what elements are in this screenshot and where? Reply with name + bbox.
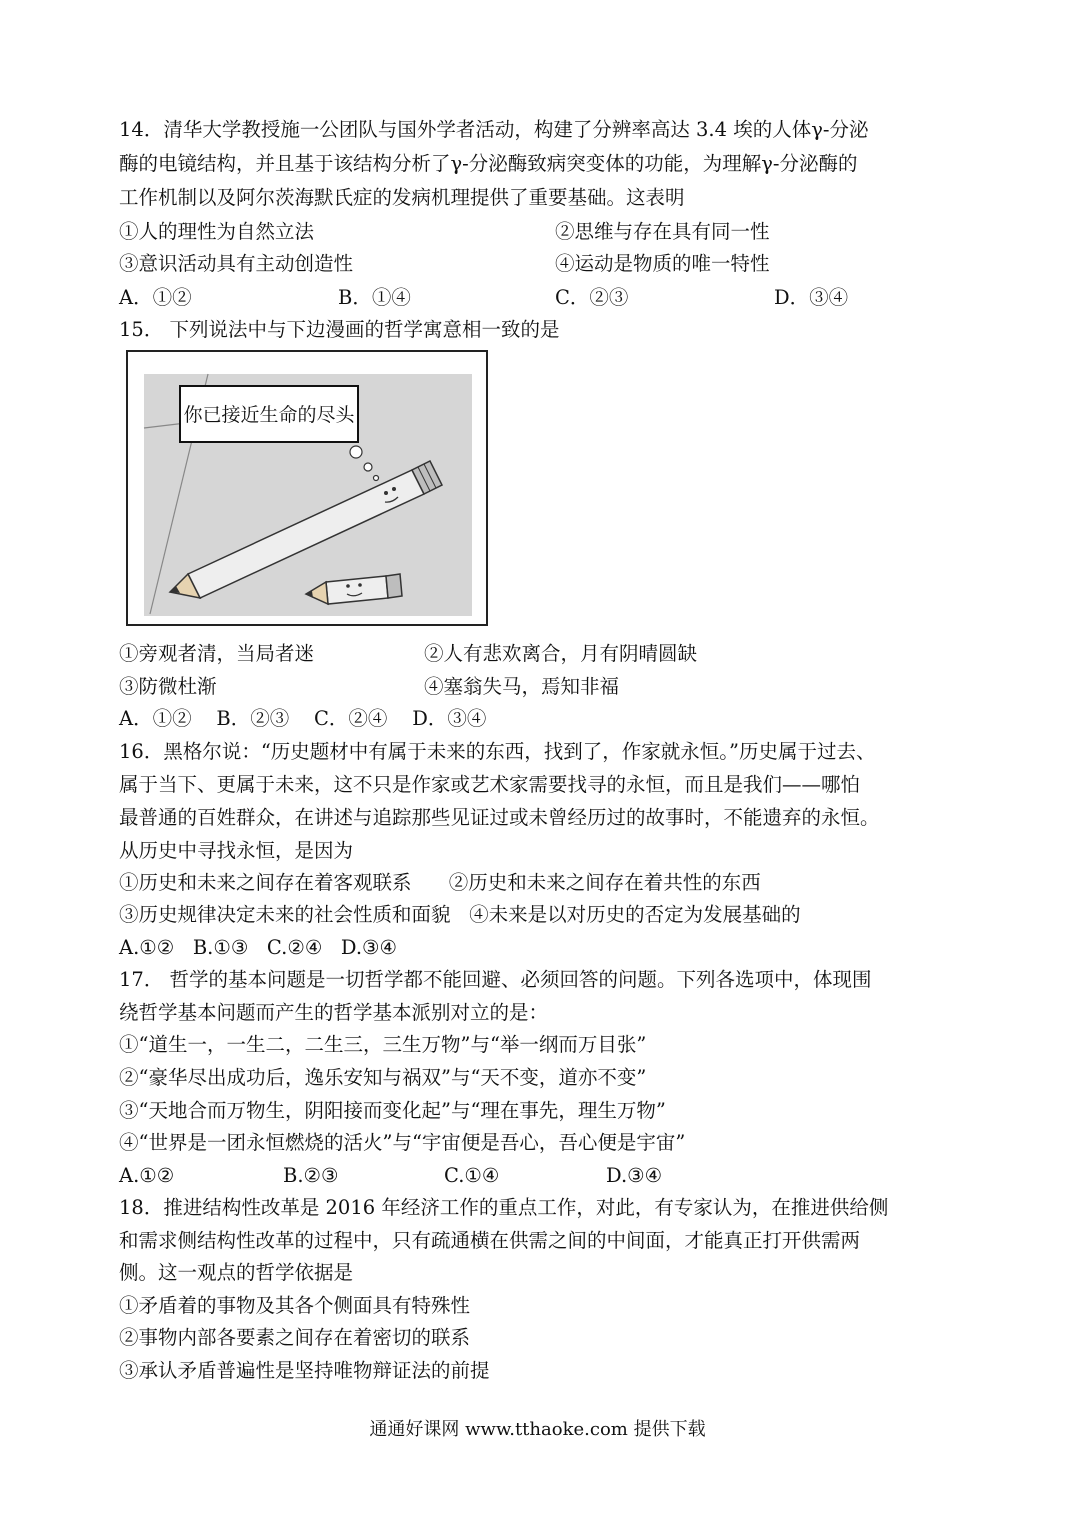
q17-item-3: ③“天地合而万物生，阴阳接而变化起”与“理在事先，理生万物” [119, 1099, 666, 1122]
q15-item-4: ④塞翁失马，焉知非福 [424, 675, 620, 698]
q14-stem-line-1: 14．清华大学教授施一公团队与国外学者活动，构建了分辨率高达 3.4 埃的人体γ-分泌 [119, 118, 869, 141]
q15-stem: 15． 下列说法中与下边漫画的哲学寓意相一致的是 [119, 318, 560, 341]
q16-items-row-2: ③历史规律决定未来的社会性质和面貌 ④未来是以对历史的否定为发展基础的 [119, 903, 801, 926]
q15-item-1: ①旁观者清，当局者迷 [119, 642, 315, 665]
q16-stem-line-4: 从历史中寻找永恒，是因为 [119, 839, 354, 862]
q15-answers: A．①② B．②③ C．②④ D．③④ [119, 707, 487, 730]
q18-stem-line-3: 侧。这一观点的哲学依据是 [119, 1261, 354, 1284]
q14-answer-d: D．③④ [774, 286, 849, 309]
q17-answer-c: C.①④ [444, 1164, 500, 1187]
q16-stem-line-2: 属于当下、更属于未来，这不只是作家或艺术家需要找寻的永恒，而且是我们——哪怕 [119, 773, 861, 796]
q14-item-4: ④运动是物质的唯一特性 [555, 252, 770, 275]
page-footer: 通通好课网 www.tthaoke.com 提供下载 [369, 1419, 706, 1440]
q18-item-3: ③承认矛盾普遍性是坚持唯物辩证法的前提 [119, 1359, 490, 1382]
q16-items-row-1: ①历史和未来之间存在着客观联系 ②历史和未来之间存在着共性的东西 [119, 871, 761, 894]
q17-stem-line-1: 17． 哲学的基本问题是一切哲学都不能回避、必须回答的问题。下列各选项中，体现围 [119, 968, 872, 991]
q15-item-3: ③防微杜渐 [119, 675, 217, 698]
q18-stem-line-2: 和需求侧结构性改革的过程中，只有疏通横在供需之间的中间面，才能真正打开供需两 [119, 1229, 861, 1252]
q14-item-3: ③意识活动具有主动创造性 [119, 252, 354, 275]
q15-cartoon [126, 350, 488, 626]
q17-stem-line-2: 绕哲学基本问题而产生的哲学基本派别对立的是： [119, 1001, 549, 1024]
thought-bubble [350, 446, 362, 458]
thought-bubble [374, 476, 379, 481]
q18-item-2: ②事物内部各要素之间存在着密切的联系 [119, 1326, 471, 1349]
q14-item-2: ②思维与存在具有同一性 [555, 220, 770, 243]
q18-item-1: ①矛盾着的事物及其各个侧面具有特殊性 [119, 1294, 471, 1317]
q16-stem-line-1: 16．黑格尔说：“历史题材中有属于未来的东西，找到了，作家就永恒。”历史属于过去、 [119, 740, 876, 763]
q14-stem-line-3: 工作机制以及阿尔茨海默氏症的发病机理提供了重要基础。这表明 [119, 186, 685, 209]
q14-answer-b: B．①④ [338, 286, 411, 309]
q14-answer-c: C．②③ [555, 286, 629, 309]
q17-item-1: ①“道生一，一生二，二生三，三生万物”与“举一纲而万目张” [119, 1033, 647, 1056]
q16-answers: A.①② B.①③ C.②④ D.③④ [119, 936, 398, 959]
q15-item-2: ②人有悲欢离合，月有阴晴圆缺 [424, 642, 698, 665]
q17-answer-d: D.③④ [606, 1164, 663, 1187]
q17-item-4: ④“世界是一团永恒燃烧的活火”与“宇宙便是吾心，吾心便是宇宙” [119, 1131, 686, 1154]
q17-item-2: ②“豪华尽出成功后，逸乐安知与祸双”与“天不变，道亦不变” [119, 1066, 647, 1089]
cartoon-caption: 你已接近生命的尽头 [183, 404, 355, 426]
q16-stem-line-3: 最普通的百姓群众，在讲述与追踪那些见证过或未曾经历过的故事时，不能遗弃的永恒。 [119, 806, 880, 829]
q17-answer-a: A.①② [119, 1164, 175, 1187]
q18-stem-line-1: 18．推进结构性改革是 2016 年经济工作的重点工作，对此，有专家认为，在推进供给侧 [119, 1196, 889, 1219]
cartoon-illustration [128, 352, 486, 624]
thought-bubble [364, 463, 372, 471]
q14-stem-line-2: 酶的电镜结构，并且基于该结构分析了γ-分泌酶致病突变体的功能，为理解γ-分泌酶的 [119, 152, 858, 175]
q17-answer-b: B.②③ [283, 1164, 339, 1187]
q14-answer-a: A．①② [119, 286, 192, 309]
q14-item-1: ①人的理性为自然立法 [119, 220, 315, 243]
